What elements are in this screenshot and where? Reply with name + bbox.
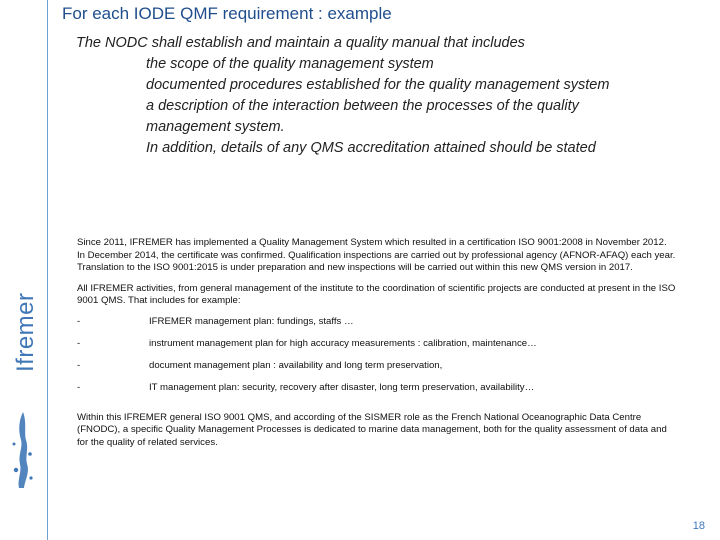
- dash-marker: -: [77, 359, 81, 371]
- list-item: [77, 338, 677, 360]
- intro-item: documented procedures established for the quality management system: [146, 77, 610, 93]
- intro-item: In addition, details of any QMS accreditation attained should be stated: [146, 140, 596, 156]
- example-body: [77, 237, 677, 457]
- ifremer-logo-icon: [10, 410, 36, 490]
- list-item: [77, 360, 677, 382]
- list-item: [77, 382, 677, 404]
- page-number: 18: [692, 520, 705, 532]
- dash-marker: -: [77, 337, 81, 349]
- sidebar: [0, 0, 50, 540]
- list-item: [77, 316, 677, 338]
- requirement-intro: [76, 33, 676, 159]
- intro-list: [76, 54, 676, 159]
- list-item-text: IFREMER management plan: fundings, staffs …: [149, 315, 354, 327]
- dash-marker: -: [77, 381, 81, 393]
- intro-item: management system.: [146, 119, 285, 135]
- list-item-text: IT management plan: security, recovery after disaster, long term preservation, availability…: [149, 381, 535, 393]
- intro-item: a description of the interaction between the processes of the quality: [146, 98, 579, 114]
- list-item-text: document management plan : availability and long term preservation,: [149, 359, 443, 371]
- slide-title: For each IODE QMF requirement : example: [62, 4, 392, 23]
- intro-item: the scope of the quality management system: [146, 56, 434, 72]
- sidebar-rule: [47, 0, 48, 540]
- management-plan-list: [77, 316, 677, 404]
- intro-lead: The NODC shall establish and maintain a quality manual that includes: [76, 35, 525, 51]
- dash-marker: -: [77, 315, 81, 327]
- list-item-text: instrument management plan for high accuracy measurements : calibration, maintenance…: [149, 337, 537, 349]
- body-paragraph-activities: All IFREMER activities, from general management of the institute to the coordination of scientific projects are conducted at present in the ISO 9001 QMS. That includes for example:: [77, 282, 676, 306]
- body-paragraph-certification: Since 2011, IFREMER has implemented a Quality Management System which resulted in a certification ISO 9001:2008 in November 2012. In December 2014, the certificate was confirmed. Qualification inspections are carried out by professional agency (AFNOR-AFAQ) each year. Translation to the ISO 9001:2015 is under preparation and new inspections will be carried out within this new QMS version in 2017.: [77, 237, 676, 273]
- ifremer-logo-text: Ifremer: [12, 292, 39, 372]
- body-paragraph-sismer: Within this IFREMER general ISO 9001 QMS, and according of the SISMER role as the French National Oceanographic Data Centre (FNODC), a specific Quality Management Processes is dedicated to marine data management, both for the quality assessment of data and for the quality of related services.: [77, 411, 667, 448]
